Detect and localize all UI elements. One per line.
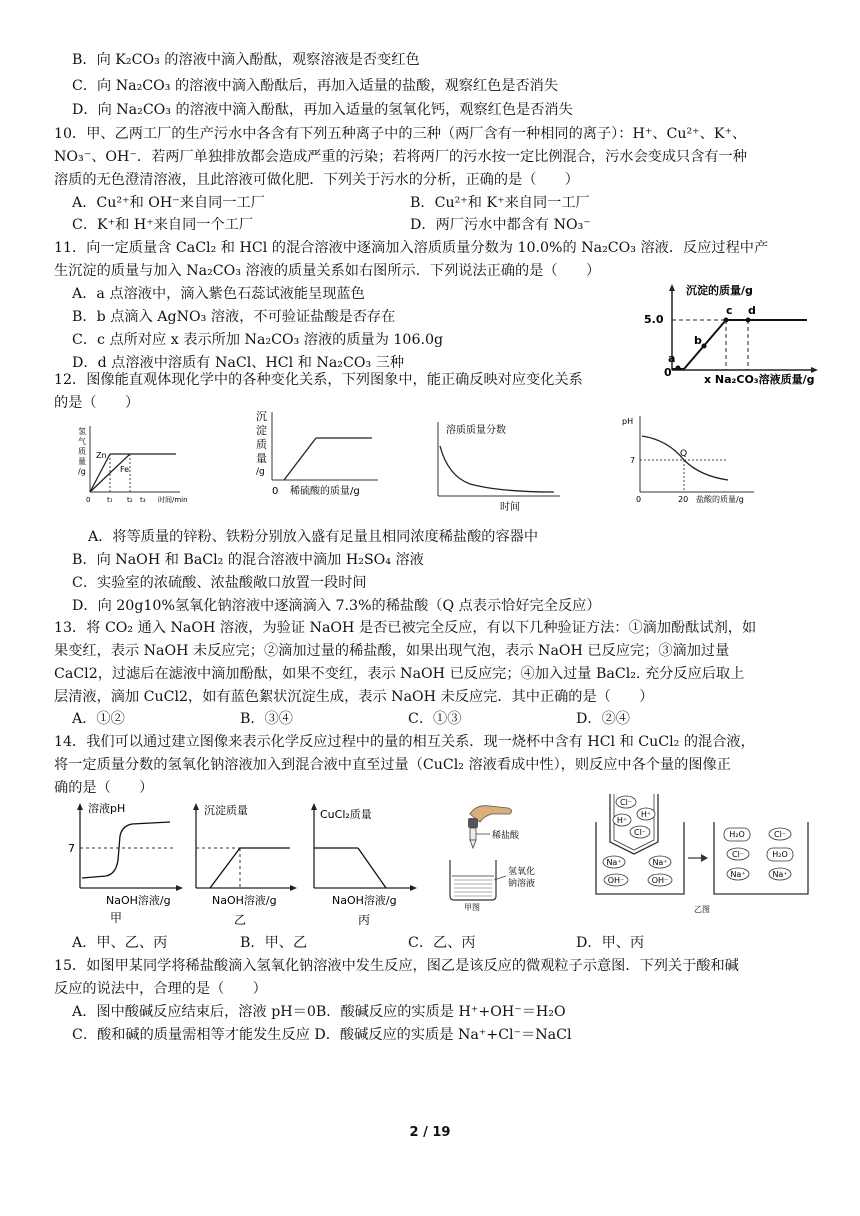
q13-option-b: B．③④ xyxy=(240,711,293,727)
q14-stem-3: 确的是（ ） xyxy=(54,780,154,796)
q12a-ylabel-3: 质 xyxy=(78,447,86,456)
q11-graph-ylabel: 沉淀的质量/g xyxy=(686,284,753,297)
q15-yi-caption: 乙图 xyxy=(694,905,710,914)
q14-bing-xlabel: NaOH溶液/g xyxy=(332,894,397,907)
q11-stem-2: 生沉淀的质量与加入 Na₂CO₃ 溶液的质量关系如右图所示．下列说法正确的是（ ） xyxy=(54,263,601,279)
q14-yi-xlabel: NaOH溶液/g xyxy=(212,894,277,907)
q13-stem-3: CaCl2，过滤后在滤液中滴加酚酞，如果不变红，表示 NaOH 已反应完；④加入过量 BaCl₂. 充分反应后取上 xyxy=(54,666,745,682)
q12b-xlabel: 稀硫酸的质量/g xyxy=(290,486,360,497)
q14-jia-name: 甲 xyxy=(110,911,123,925)
q12d-x20: 20 xyxy=(678,495,689,504)
q12-graph-c xyxy=(430,420,565,512)
q12a-xlabel: 时间/min xyxy=(158,496,188,504)
q12a-ylabel-1: 氢 xyxy=(78,427,86,436)
q14-option-a: A．甲、乙、丙 xyxy=(72,935,168,951)
q15-ion-r-3: Cl⁻ xyxy=(731,850,745,859)
q14-option-b: B．甲、乙 xyxy=(240,935,308,951)
q9-option-c: C．向 Na₂CO₃ 的溶液中滴入酚酞后，再加入适量的盐酸，观察红色是否消失 xyxy=(72,78,559,94)
q11-option-a: A．a 点溶液中，滴入紫色石蕊试液能呈现蓝色 xyxy=(72,286,365,302)
q12-option-c: C．实验室的浓硫酸、浓盐酸敞口放置一段时间 xyxy=(72,575,367,591)
q12c-xlabel: 时间 xyxy=(500,502,520,512)
page-number: 2 / 19 xyxy=(409,1125,451,1140)
q15-ion-lb-1: Na⁺ xyxy=(606,858,622,867)
q14-jia-y7: 7 xyxy=(68,842,75,855)
q15-jia-caption: 甲图 xyxy=(464,903,480,912)
q15-acid-label: 稀盐酸 xyxy=(492,831,520,841)
q14-bing-ylabel: CuCl₂质量 xyxy=(320,808,372,821)
q11-graph-origin: 0 xyxy=(664,366,672,379)
q14-bing-name: 丙 xyxy=(358,913,371,927)
q12a-ylabel-4: 量 xyxy=(78,457,86,466)
q12d-ylabel: pH xyxy=(622,417,634,426)
q15-base-label-2: 钠溶液 xyxy=(508,879,536,889)
q13-option-a: A．①② xyxy=(72,711,125,727)
q12b-ylabel-3: 质 xyxy=(256,438,267,451)
q14-jia-xlabel: NaOH溶液/g xyxy=(106,894,171,907)
q15-option-cd: C．酸和碱的质量需相等才能发生反应 D．酸碱反应的实质是 Na⁺+Cl⁻＝NaCl xyxy=(72,1027,572,1043)
q12d-origin: 0 xyxy=(636,495,642,504)
q11-graph-xlabel: x Na₂CO₃溶液质量/g xyxy=(704,373,815,386)
q12a-xtick-1: t₁ xyxy=(107,496,113,504)
q11-option-b: B．b 点滴入 AgNO₃ 溶液，不可验证盐酸是否存在 xyxy=(72,309,396,325)
q15-ion-r-5: Na⁺ xyxy=(730,870,746,879)
q15-ion-r-4: H₂O xyxy=(772,850,788,859)
q13-stem-4: 层清液，滴加 CuCl2，如有蓝色絮状沉淀生成，表示 NaOH 未反应完．其中正确的是（ ） xyxy=(54,689,654,705)
q12-option-a: A．将等质量的锌粉、铁粉分别放入盛有足量且相同浓度稀盐酸的容器中 xyxy=(88,529,539,545)
q13-stem-1: 13．将 CO₂ 通入 NaOH 溶液，为验证 NaOH 是否已被完全反应，有以下几种验证方法：①滴加酚酞试剂，如 xyxy=(54,620,757,636)
q9-option-b: B．向 K₂CO₃ 的溶液中滴入酚酞，观察溶液是否变红色 xyxy=(72,52,420,68)
q12a-ylabel-2: 气 xyxy=(78,437,86,446)
q15-ion-lb-3: OH⁻ xyxy=(607,876,625,885)
q11-precipitate-graph xyxy=(632,280,822,390)
q15-option-ab: A．图中酸碱反应结束后，溶液 pH＝0B．酸碱反应的实质是 H⁺+OH⁻＝H₂O xyxy=(72,1004,566,1020)
q14-option-d: D．甲、丙 xyxy=(576,935,645,951)
q13-option-d: D．②④ xyxy=(576,711,630,727)
q11-point-c: c xyxy=(726,304,733,317)
q14-stem-2: 将一定质量分数的氢氧化钠溶液加入到混合液中直至过量（CuCl₂ 溶液看成中性），则反应中各个量的图像正 xyxy=(54,757,731,773)
q14-yi-name: 乙 xyxy=(234,913,247,927)
q15-stem-1: 15．如图甲某同学将稀盐酸滴入氢氧化钠溶液中发生反应，图乙是该反应的微观粒子示意图．下列关于酸和碱 xyxy=(54,958,739,974)
q12b-ylabel-5: /g xyxy=(256,467,265,477)
q12-graph-b xyxy=(254,408,384,508)
q11-graph-ytick: 5.0 xyxy=(644,313,664,326)
q12b-ylabel-4: 量 xyxy=(256,452,267,465)
q12-stem-1: 12．图像能直观体现化学中的各种变化关系，下列图象中，能正确反映对应变化关系 xyxy=(54,372,583,388)
q15-ion-r-2: Cl⁻ xyxy=(773,830,787,839)
q15-ion-r-1: H₂O xyxy=(729,830,745,839)
q11-point-b: b xyxy=(694,334,702,347)
q12b-origin: 0 xyxy=(272,486,279,497)
q11-option-d: D．d 点溶液中溶质有 NaCl、HCl 和 Na₂CO₃ 三种 xyxy=(72,355,405,371)
q12a-xtick-2: t₂ xyxy=(127,496,133,504)
q10-option-d: D．两厂污水中都含有 NO₃⁻ xyxy=(410,217,591,233)
q11-point-d: d xyxy=(748,304,756,317)
q12-option-b: B．向 NaOH 和 BaCl₂ 的混合溶液中滴加 H₂SO₄ 溶液 xyxy=(72,552,424,568)
q12d-q-point: Q xyxy=(680,449,688,459)
q15-ion-lt-2: H⁺ xyxy=(640,810,652,819)
q15-ion-lt-4: Cl⁻ xyxy=(633,828,647,837)
q13-stem-2: 果变红，表示 NaOH 未反应完；②滴加过量的稀盐酸，如果出现气泡，表示 NaOH 已反应完；③滴加过量 xyxy=(54,643,730,659)
q12a-fe-label: Fe xyxy=(120,465,130,474)
q10-stem-3: 溶质的无色澄清溶液，且此溶液可做化肥．下列关于污水的分析，正确的是（ ） xyxy=(54,172,579,188)
q11-point-a: a xyxy=(668,352,676,365)
q15-ion-lb-4: OH⁻ xyxy=(651,876,669,885)
q15-ion-lt-3: H⁺ xyxy=(616,816,628,825)
q10-stem-2: NO₃⁻、OH⁻．若两厂单独排放都会造成严重的污染；若将两厂的污水按一定比例混合，污水会变成只含有一种 xyxy=(54,149,747,165)
q15-figure-yi xyxy=(590,792,814,918)
q14-graph-bing xyxy=(298,800,422,930)
q14-stem-1: 14．我们可以通过建立图像来表示化学反应过程中的量的相互关系．现一烧杯中含有 HCl 和 CuCl₂ 的混合液， xyxy=(54,734,755,750)
q15-base-label-1: 氢氧化 xyxy=(508,867,536,877)
q12-graph-a xyxy=(76,420,206,512)
q12-stem-2: 的是（ ） xyxy=(54,395,140,411)
q11-option-c: C．c 点所对应 x 表示所加 Na₂CO₃ 溶液的质量为 106.0g xyxy=(72,332,444,348)
q12c-ylabel: 溶质质量分数 xyxy=(446,425,506,436)
q12a-zn-label: Zn xyxy=(96,451,107,460)
q10-option-a: A．Cu²⁺和 OH⁻来自同一工厂 xyxy=(72,195,265,211)
q12a-xtick-3: t₃ xyxy=(140,496,146,504)
q11-stem-1: 11．向一定质量含 CaCl₂ 和 HCl 的混合溶液中逐滴加入溶质质量分数为 10.0%的 Na₂CO₃ 溶液．反应过程中产 xyxy=(54,240,769,256)
q14-graph-yi xyxy=(180,800,300,930)
q13-option-c: C．①③ xyxy=(408,711,462,727)
q15-ion-lb-2: Na⁺ xyxy=(652,858,668,867)
q15-ion-r-6: Na⁺ xyxy=(772,870,788,879)
q15-stem-2: 反应的说法中，合理的是（ ） xyxy=(54,981,267,997)
q14-option-c: C．乙、丙 xyxy=(408,935,476,951)
q12d-xlabel: 盐酸的质量/g xyxy=(696,495,744,504)
q14-jia-ylabel: 溶液pH xyxy=(88,802,126,815)
q14-graph-jia xyxy=(62,800,186,930)
q14-yi-ylabel: 沉淀质量 xyxy=(204,804,248,817)
q12d-y7: 7 xyxy=(630,456,636,465)
q9-option-d: D．向 Na₂CO₃ 的溶液中滴入酚酞，再加入适量的氢氧化钙，观察红色是否消失 xyxy=(72,102,573,118)
q15-ion-lt-1: Cl⁻ xyxy=(619,798,633,807)
q12-graph-d xyxy=(618,412,758,508)
q10-stem-1: 10．甲、乙两工厂的生产污水中各含有下列五种离子中的三种（两厂含有一种相同的离子）：H⁺、Cu²⁺、K⁺、 xyxy=(54,126,747,142)
q12a-xtick-0: 0 xyxy=(86,496,91,504)
q12a-ylabel-5: /g xyxy=(78,467,86,476)
q12b-ylabel-1: 沉 xyxy=(256,410,267,423)
q10-option-b: B．Cu²⁺和 K⁺来自同一工厂 xyxy=(410,195,590,211)
q10-option-c: C．K⁺和 H⁺来自同一个工厂 xyxy=(72,217,254,233)
q15-figure-jia xyxy=(440,800,570,912)
q12b-ylabel-2: 淀 xyxy=(256,424,267,437)
q12-option-d: D．向 20g10%氢氧化钠溶液中逐滴滴入 7.3%的稀盐酸（Q 点表示恰好完全反应） xyxy=(72,598,601,614)
